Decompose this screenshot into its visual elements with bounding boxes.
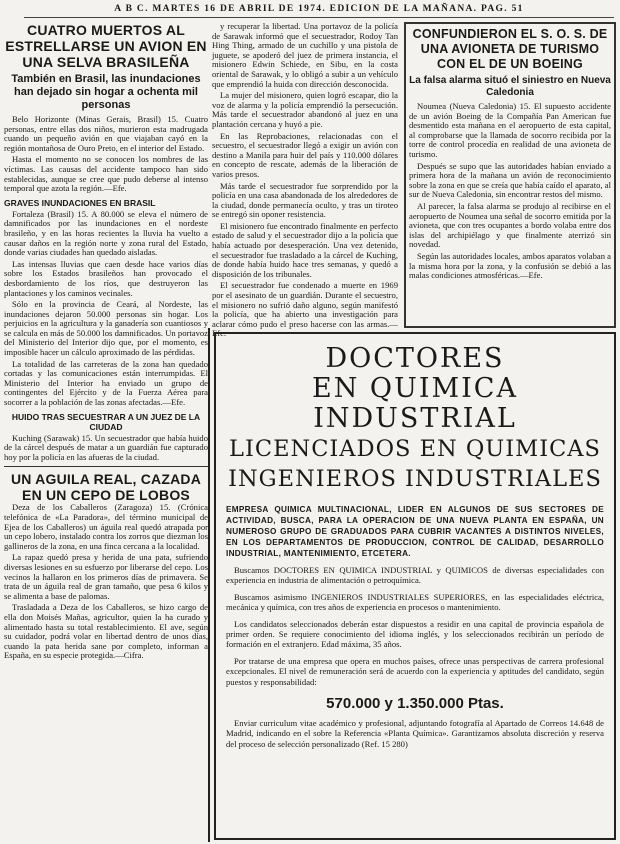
article-text: El secuestrador fue condenado a muerte en 1969 por el asesinato de un guardián. Durante el secuestro, el misionero no sufrió daño alguno, según manifestó la policía, que ha abierto una investigación para aclarar cómo pudo el preso hacerse con las armas.—Efe. bbox=[212, 280, 398, 339]
column-divider bbox=[208, 328, 210, 842]
column-middle bbox=[212, 21, 398, 339]
article-text: Deza de los Caballeros (Zaragoza) 15. (Crónica telefónica de «La Paradora», del término municipal de Ejea de los Caballeros) un águila real quedó atrapada por un cepo lobero, instalado contra los zorros que diezman los gallineros de la zona, en una finca cercana a la localidad. bbox=[4, 502, 208, 551]
article-text: Trasladada a Deza de los Caballeros, se hizo cargo de ella don Moisés Mañas, agricultor, quien la ha curado y alimentado hasta su total restablecimiento. El ave, según su cuidador, podrá volar en libertad dentro de unos días, cuando la pata herida sane por completo, informan a España, en su especie protegida.—Cifra. bbox=[4, 602, 208, 661]
ad-text: Buscamos DOCTORES EN QUIMICA INDUSTRIAL y QUIMICOS de diversas especialidades con experiencia en industria de alimentación o petroquímica. bbox=[226, 565, 604, 586]
ad-salary: 570.000 y 1.350.000 Ptas. bbox=[326, 695, 504, 713]
article-text: Noumea (Nueva Caledonia) 15. El supuesto accidente de un avión Boeing de la Compañía Pan American fue desmentido esta mañana en el aeropuerto de esta capital, al comprobarse que la llamada de socorro recibida por la torre de control procedía en realidad de una avioneta de turismo. bbox=[409, 101, 611, 159]
article-text: Hasta el momento no se conocen los nombres de las víctimas. Las causas del accidente tampoco han sido establecidas, aunque se cree que pudo deberse al intenso temporal que azota la región.—Efe. bbox=[4, 154, 208, 194]
article-text: Según las autoridades locales, ambos aparatos volaban a la misma hora por la zona, y la confusión se debió a las malas condiciones atmosféricas.—Efe. bbox=[409, 250, 611, 281]
ad-text: Por tratarse de una empresa que opera en muchos países, ofrece unas perspectivas de carrera profesional excepcionales. El nivel de remuneración será de acuerdo con la experiencia y aptitudes del candidato, según puestos y responsabilidad: bbox=[226, 655, 604, 687]
ad-text: Buscamos asimismo INGENIEROS INDUSTRIALES SUPERIORES, en las especialidades eléctrica, mecánica y química, con tres años de experiencia en procesos o mantenimiento. bbox=[226, 591, 604, 613]
ad-contact: Enviar curriculum vitae académico y profesional, adjuntando fotografía al Apartado de Correos 14.648 de Madrid, indicando en el sobre la Referencia «Planta Química». Garantizamos absoluta discreción y reserva del proceso de selección personalizado (Ref. 15 280) bbox=[226, 718, 604, 749]
headline-plane-crash: CUATRO MUERTOS AL ESTRELLARSE UN AVION EN UNA SELVA BRASILEÑA bbox=[5, 22, 207, 70]
article-text: y recuperar la libertad. Una portavoz de la policía de Sarawak informó que el secuestrador, Rodoy Tan Hing Thing, armado de un cuchillo y una pistola de juguete, se apoderó del juez de primera instancia, el misionero Edwin Schiede, en Sibu, en la costa oriental de Sarawak, y lo obligó a subir a un vehículo que emprendió la huida con dirección desconocida. bbox=[212, 21, 398, 89]
job-advertisement bbox=[214, 332, 616, 840]
page-header: A B C. MARTES 16 DE ABRIL DE 1974. EDICION DE LA MAÑANA. PAG. 51 bbox=[24, 4, 614, 18]
ad-title-quimica: EN QUIMICA INDUSTRIAL bbox=[312, 373, 518, 434]
article-text: El misionero fue encontrado finalmente en perfecto estado de salud y el secuestrador dijo a la policía que había actuado por desesperación. Una vez detenido, el secuestrador fue trasladado a la cárcel de Kuching, de donde había huido hace tres semanas, y quedó a disposición de los tribunales. bbox=[212, 220, 398, 279]
headline-kidnapping: HUIDO TRAS SECUESTRAR A UN JUEZ DE LA CIUDAD bbox=[11, 411, 201, 432]
article-text: Kuching (Sarawak) 15. Un secuestrador que había huido de la cárcel después de matar a un guardián fue capturado hoy por la policía en las afueras de la ciudad. bbox=[4, 432, 208, 462]
article-text: La mujer del misionero, quien logró escapar, dio la voz de alarma y la policía emprendió la persecución. Más tarde el secuestrador abandonó al juez en una plantación cercana y huyó a pie. bbox=[212, 90, 398, 129]
article-text: Al parecer, la falsa alarma se produjo al recibirse en el aeropuerto de Noumea una señal de socorro emitida por la avioneta, que con tres ocupantes a bordo volaba entre dos islas del archipiélago y que finalmente aterrizó sin novedad. bbox=[409, 200, 611, 250]
headline-eagle: UN AGUILA REAL, CAZADA EN UN CEPO DE LOBOS bbox=[10, 471, 202, 504]
boxed-article bbox=[404, 22, 616, 328]
article-text: La rapaz quedó presa y herida de una pata, sufriendo diversas lesiones en su esfuerzo por liberarse del cepo. Los vecinos la hallaron en los primeros días de primavera. Se trata de un águila real de gran tamaño, que pesa 6 kilos y se alimenta a base de palomas. bbox=[4, 552, 208, 601]
ad-title-licenciados: LICENCIADOS EN QUIMICAS bbox=[229, 436, 601, 462]
ad-title-ingenieros: INGENIEROS INDUSTRIALES bbox=[228, 466, 602, 492]
column-left bbox=[4, 22, 208, 840]
article-text: Después se supo que las autoridades habían enviado a primera hora de la mañana un avión de reconocimiento sobre la zona en que se creía que había caído el aparato, al sur de Nueva Caledonia, sin encontrar restos del mismo. bbox=[409, 160, 611, 200]
ad-title-doctores: DOCTORES bbox=[325, 343, 505, 374]
article-text: Belo Horizonte (Minas Gerais, Brasil) 15. Cuatro personas, entre ellas dos niños, murieron esta madrugada cuando un pequeño avión en que viajaban cayó en la región montañosa de Ouro Preto, en el interior del Estado. bbox=[4, 114, 208, 153]
subheadline-false-alarm: La falsa alarma situó el siniestro en Nueva Caledonia bbox=[409, 75, 611, 98]
article-text: Las intensas lluvias que caen desde hace varios días sobre los Estados brasileños han provocado el desbordamiento de los ríos, que destruyeron las plantaciones y los caminos vecinales. bbox=[4, 258, 208, 298]
divider bbox=[4, 466, 208, 467]
article-text: La totalidad de las carreteras de la zona han quedado cortadas y las comunicaciones están interrumpidas. El Ministerio del Interior ha enviado un grupo de contingentes del Ejército y de la Fuerza Aérea para socorrer a la población de las zonas afectadas.—Efe. bbox=[4, 358, 208, 408]
article-text: Sólo en la provincia de Ceará, al Nordeste, las inundaciones dejaron 50.000 personas sin hogar. Los perjuicios en la agricultura y la ganadería son cuantiosos y se calcula en más de 50.000 los damnificados. Un portavoz del Ministerio del Interior dijo que, por el momento, es imposible hacer un cálculo aproximado de las pérdidas. bbox=[4, 299, 208, 358]
article-text: Más tarde el secuestrador fue sorprendido por la policía en una casa abandonada de los alrededores de la ciudad, donde permanecía oculto, y tras un tiroteo se entregó sin oponer resistencia. bbox=[212, 180, 398, 220]
subheadline-floods: También en Brasil, las inundaciones han dejado sin hogar a ochenta mil personas bbox=[11, 73, 201, 111]
headline-floods-brazil: GRAVES INUNDACIONES EN BRASIL bbox=[4, 197, 156, 208]
headline-boeing: CONFUNDIERON EL S. O. S. DE UNA AVIONETA DE TURISMO CON EL DE UN BOEING bbox=[412, 27, 608, 71]
article-text: Fortaleza (Brasil) 15. A 80.000 se eleva el número de damnificados por las inundaciones en el nordeste brasileño, y en las horas recientes la lluvia ha vuelto a causar daños en la región norte y zona rural del Estado, donde varias ciudades han quedado aisladas. bbox=[4, 208, 208, 258]
ad-company-description: EMPRESA QUIMICA MULTINACIONAL, LIDER EN ALGUNOS DE SUS SECTORES DE ACTIVIDAD, BUSCA, PARA LA OPERACION DE UNA NUEVA PLANTA EN ESPAÑA, UN NUMEROSO GRUPO DE GRADUADOS PARA CUBRIR VACANTES A DISTINTOS NIVELES, EN LOS DEPARTAMENTOS DE PRODUCCION, CONTROL DE CALIDAD, DESARROLLO INDUSTRIAL, MANTENIMIENTO, ETCETERA. bbox=[226, 505, 604, 558]
article-text: En las Reprobaciones, relacionadas con el secuestro, el secuestrador llegó a exigir un avión con destino a Manila para huir del país y 110.000 dólares en concepto de rescate, además de la liberación de varios presos. bbox=[212, 130, 398, 179]
ad-text: Los candidatos seleccionados deberán estar dispuestos a residir en una capital de provincia española de primer orden. Se requiere conocimiento del idioma inglés, y los seleccionados recibirán un período de formación en el extranjero. Edad máxima, 35 años. bbox=[226, 618, 604, 650]
